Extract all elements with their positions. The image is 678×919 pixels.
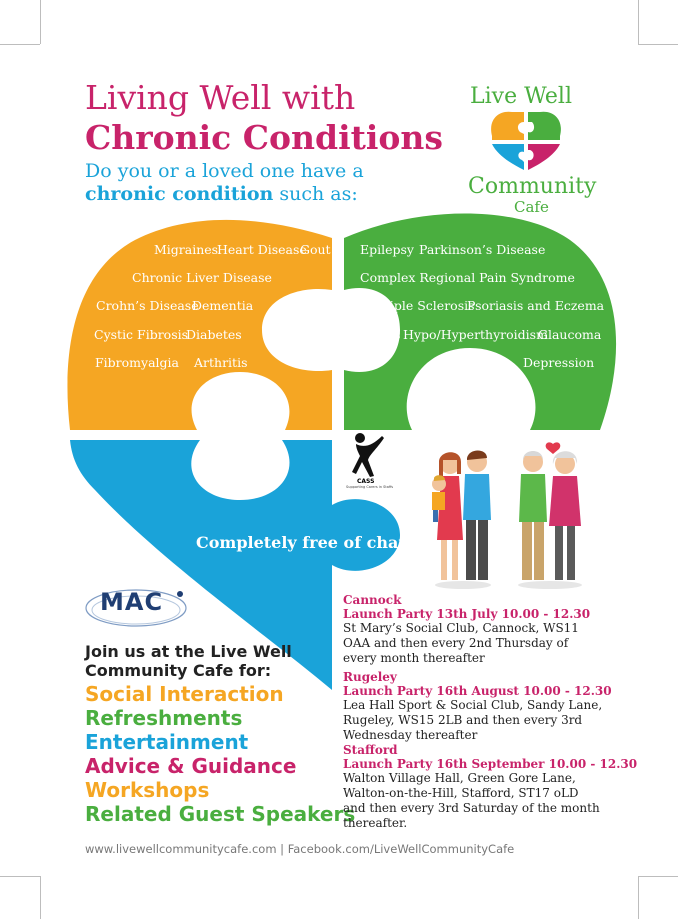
activity-item: Social Interaction [85,682,284,706]
cass-logo-icon [350,430,396,478]
event-stafford [343,743,637,831]
condition-item: Fibromyalgia [95,355,179,370]
free-of-charge-text: Completely free of charge [196,533,429,552]
condition-item: Depression [523,355,595,370]
join-heading [85,642,292,680]
condition-item: Colitis [360,327,401,342]
event-details: St Mary’s Social Club, Cannock, WS11 OAA and then every 2nd Thursday of every month thereafter [343,621,579,665]
subtitle-rest: such as: [273,183,358,205]
condition-item: Chronic Liver Disease [132,270,272,285]
subtitle-line2 [85,183,358,205]
cass-tagline: Supporting Carers in Staffs [346,485,394,489]
event-launch-party: Launch Party 13th July 10.00 - 12.30 [343,607,591,621]
logo-middle-text: Community [468,174,597,199]
condition-item: Dementia [192,298,254,313]
condition-item: Hypo/Hyperthyroidism [403,327,548,342]
condition-item: Epilepsy [360,242,414,257]
condition-item: Glaucoma [538,327,602,342]
page-title-line2: Chronic Conditions [85,118,444,157]
activity-item: Workshops [85,778,210,802]
condition-item: Migraines [154,242,219,257]
subtitle-bold: chronic condition [85,183,274,205]
subtitle-line1: Do you or a loved one have a [85,160,364,182]
condition-item: Diabetes [186,327,242,342]
event-launch-party: Launch Party 16th August 10.00 - 12.30 [343,684,612,698]
activity-item: Refreshments [85,706,243,730]
activity-item: Related Guest Speakers [85,802,356,826]
condition-item: Cystic Fibrosis [94,327,189,342]
condition-item: Gout [300,242,331,257]
condition-item: Heart Disease [217,242,307,257]
join-line2: Community Cafe for: [85,661,272,680]
event-details: Walton Village Hall, Green Gore Lane, Walton-on-the-Hill, Stafford, ST17 oLD and then every 3rd Saturday of the month thereafter. [343,771,600,830]
event-details: Lea Hall Sport & Social Club, Sandy Lane, Rugeley, WS15 2LB and then every 3rd Wednesday thereafter [343,698,603,742]
logo-top-text: Live Well [470,84,572,109]
condition-item: Complex Regional Pain Syndrome [360,270,575,285]
event-town: Rugeley [343,670,397,684]
logo-bottom-text: Cafe [514,198,549,216]
condition-item: COPD [295,327,334,342]
condition-item: Crohn’s Disease [96,298,199,313]
event-town: Cannock [343,593,402,607]
footer-links: www.livewellcommunitycafe.com | Facebook.com/LiveWellCommunityCafe [85,842,515,856]
event-rugeley [343,670,612,743]
join-line1: Join us at the Live Well [85,642,292,661]
event-cannock [343,593,603,666]
activity-item: Entertainment [85,730,249,754]
activity-item: Advice & Guidance [85,754,297,778]
logo-puzzle-heart-icon [488,108,564,172]
condition-item: Parkinson’s Disease [419,242,546,257]
condition-item: Psoriasis and Eczema [467,298,605,313]
mac-logo-text: MAC [100,588,164,616]
cass-logo-text: CASS [357,478,375,485]
event-town: Stafford [343,743,398,757]
condition-item: Multiple Sclerosis [360,298,475,313]
family-illustration [425,440,595,590]
condition-item: IBS [360,355,383,370]
condition-item: Arthritis [194,355,248,370]
event-launch-party: Launch Party 16th September 10.00 - 12.30 [343,757,638,771]
page-title-line1: Living Well with [85,78,356,117]
